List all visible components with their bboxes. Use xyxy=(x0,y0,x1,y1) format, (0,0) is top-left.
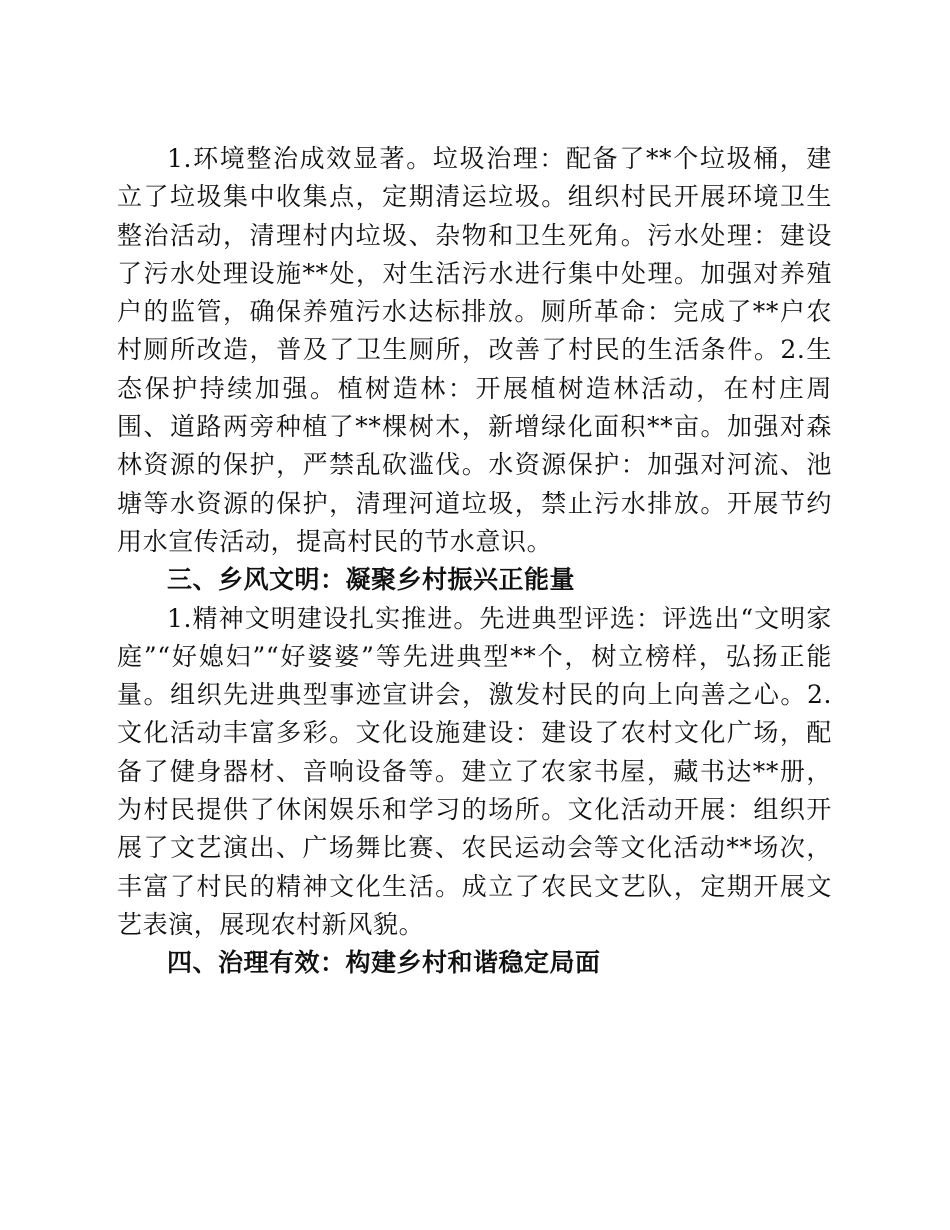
section-heading-effective-governance: 四、治理有效：构建乡村和谐稳定局面 xyxy=(167,948,601,978)
section-heading-rural-civilization: 三、乡风文明：凝聚乡村振兴正能量 xyxy=(167,565,576,595)
document-body xyxy=(117,140,832,983)
paragraph-spiritual-culture: 1.精神文明建设扎实推进。先进典型评选：评选出“文明家庭”“好媳妇”“好婆婆”等先进典型**个，树立榜样，弘扬正能量。组织先进典型事迹宣讲会，激发村民的向上向善之心。2.文化活动丰富多彩。文化设施建设：建设了农村文化广场，配备了健身器材、音响设备等。建立了农家书屋，藏书达**册，为村民提供了休闲娱乐和学习的场所。文化活动开展：组织开展了文艺演出、广场舞比赛、农民运动会等文化活动**场次，丰富了村民的精神文化生活。成立了农民文艺队，定期开展文艺表演，展现农村新风貌。 xyxy=(117,603,832,939)
paragraph-environment-ecology: 1.环境整治成效显著。垃圾治理：配备了**个垃圾桶，建立了垃圾集中收集点，定期清运垃圾。组织村民开展环境卫生整治活动，清理村内垃圾、杂物和卫生死角。污水处理：建设了污水处理设施**处，对生活污水进行集中处理。加强对养殖户的监管，确保养殖污水达标排放。厕所革命：完成了**户农村厕所改造，普及了卫生厕所，改善了村民的生活条件。2.生态保护持续加强。植树造林：开展植树造林活动，在村庄周围、道路两旁种植了**棵树木，新增绿化面积**亩。加强对森林资源的保护，严禁乱砍滥伐。水资源保护：加强对河流、池塘等水资源的保护，清理河道垃圾，禁止污水排放。开展节约用水宣传活动，提高村民的节水意识。 xyxy=(117,144,832,556)
